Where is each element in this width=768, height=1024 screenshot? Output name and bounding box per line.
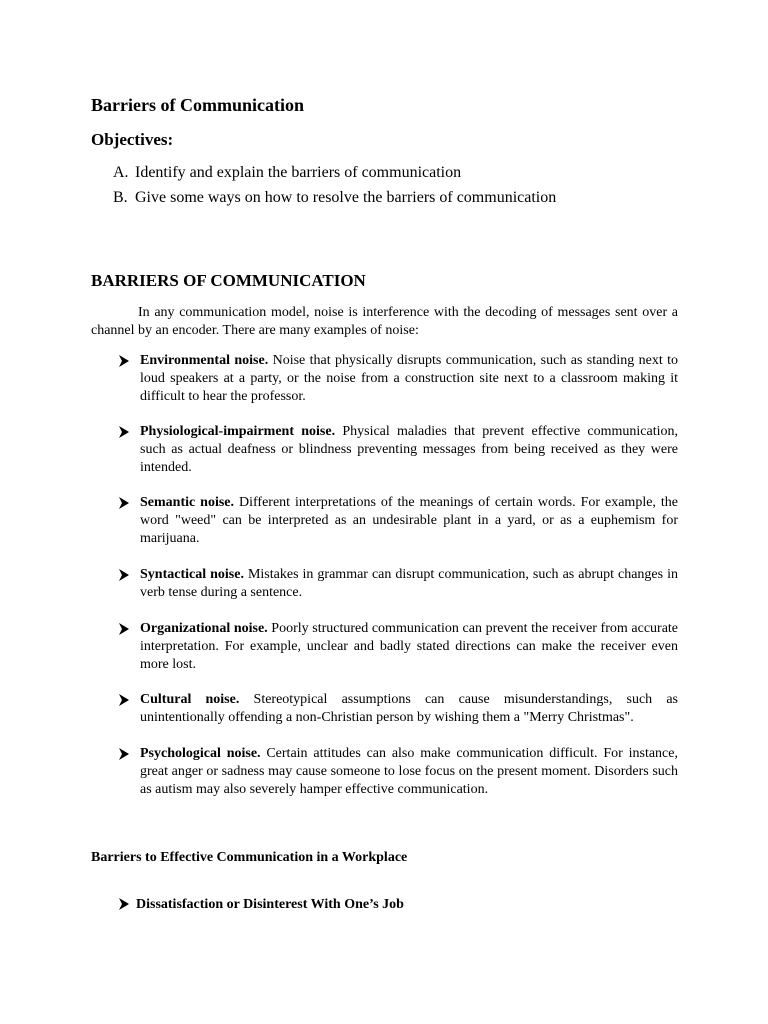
arrowhead-bullet-icon xyxy=(117,747,131,761)
noise-item xyxy=(117,423,678,477)
noise-term: Organizational noise. xyxy=(140,621,268,636)
noise-text: Stereotypical assumptions can cause misunderstandings, such as unintentionally offending a non-Christian person by wishing them a "Merry Christmas". xyxy=(140,692,678,725)
noise-description xyxy=(140,423,678,477)
noise-term: Psychological noise. xyxy=(140,746,261,761)
objective-item xyxy=(113,188,556,208)
objective-letter: B. xyxy=(113,189,128,206)
noise-item xyxy=(117,352,678,406)
workplace-item-label: Dissatisfaction or Disinterest With One’s Job xyxy=(136,897,404,912)
noise-text: Certain attitudes can also make communication difficult. For instance, great anger or sadness may cause someone to lose focus on the present moment. Disorders such as autism may also severely hamper effective communication. xyxy=(140,746,678,797)
arrowhead-bullet-icon xyxy=(117,496,131,510)
workplace-heading: Barriers to Effective Communication in a Workplace xyxy=(91,850,408,865)
noise-text: Noise that physically disrupts communication, such as standing next to loud speakers at a party, or the noise from a construction site next to a classroom making it difficult to hear the professor. xyxy=(140,353,678,404)
objective-letter: A. xyxy=(113,164,129,181)
section-title: BARRIERS OF COMMUNICATION xyxy=(91,271,366,290)
noise-text: Mistakes in grammar can disrupt communication, such as abrupt changes in verb tense during a sentence. xyxy=(140,567,678,600)
arrowhead-bullet-icon xyxy=(117,622,131,636)
objectives-heading: Objectives: xyxy=(91,130,174,149)
noise-item xyxy=(117,691,678,727)
arrowhead-bullet-icon xyxy=(117,897,131,911)
objective-item xyxy=(113,163,461,183)
arrowhead-bullet-icon xyxy=(117,354,131,368)
noise-text: Poorly structured communication can prevent the receiver from accurate interpretation. For example, unclear and badly stated directions can make the receiver even more lost. xyxy=(140,621,679,672)
arrowhead-bullet-icon xyxy=(117,425,131,439)
document-title: Barriers of Communication xyxy=(91,95,304,115)
noise-description xyxy=(140,494,678,548)
noise-item xyxy=(117,566,678,602)
noise-term: Cultural noise. xyxy=(140,692,240,707)
noise-description xyxy=(140,566,678,602)
noise-item xyxy=(117,745,678,799)
arrowhead-bullet-icon xyxy=(117,693,131,707)
noise-term: Environmental noise. xyxy=(140,353,269,368)
noise-term: Semantic noise. xyxy=(140,495,235,510)
noise-item xyxy=(117,620,678,674)
noise-text: Different interpretations of the meanings of certain words. For example, the word "weed" can be interpreted as an undesirable plant in a yard, or as a euphemism for marijuana. xyxy=(140,495,679,546)
intro-paragraph: In any communication model, noise is interference with the decoding of messages sent over a channel by an encoder. There are many examples of noise: xyxy=(91,305,678,338)
noise-text: Physical maladies that prevent effective communication, such as actual deafness or blindness preventing messages from being received as they were intended. xyxy=(140,424,679,475)
noise-description xyxy=(140,691,678,727)
noise-description xyxy=(140,620,678,674)
objective-text: Give some ways on how to resolve the barriers of communication xyxy=(135,189,557,206)
workplace-item xyxy=(117,895,404,914)
arrowhead-bullet-icon xyxy=(117,568,131,582)
noise-description xyxy=(140,745,678,799)
noise-term: Syntactical noise. xyxy=(140,567,244,582)
objective-text: Identify and explain the barriers of communication xyxy=(135,164,462,181)
noise-description xyxy=(140,352,678,406)
noise-term: Physiological-impairment noise. xyxy=(140,424,336,439)
noise-item xyxy=(117,494,678,548)
